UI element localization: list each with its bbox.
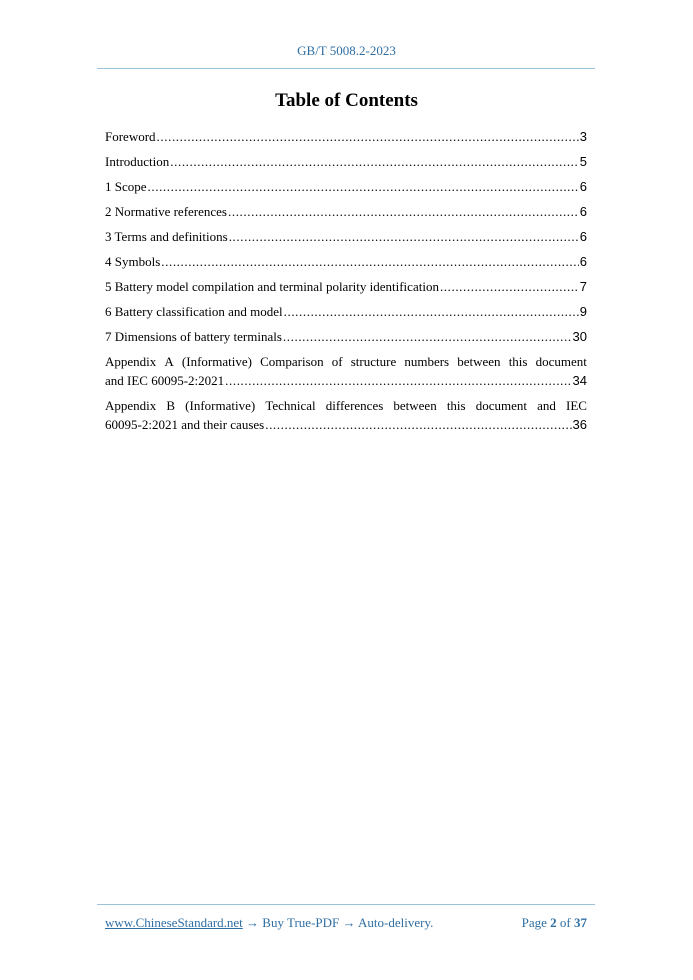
toc-entry-battery-classification[interactable] xyxy=(105,302,587,327)
toc-leader-dots xyxy=(148,177,579,196)
toc-leader-dots xyxy=(228,202,579,221)
header-divider xyxy=(97,68,595,69)
toc-entry-label-line2: and IEC 60095-2:2021 xyxy=(105,373,225,388)
document-header: GB/T 5008.2-2023 xyxy=(297,43,396,58)
toc-entry-page: 34 xyxy=(572,373,587,388)
toc-entry-normative-references[interactable] xyxy=(105,202,587,227)
website-link[interactable]: www.ChineseStandard.net xyxy=(105,915,243,930)
toc-leader-dots xyxy=(225,371,571,390)
toc-title: Table of Contents xyxy=(275,90,418,111)
page-total: 37 xyxy=(574,915,587,930)
toc-entry-page: 30 xyxy=(572,329,587,344)
toc-entry-page: 6 xyxy=(579,229,587,244)
toc-entry-page: 6 xyxy=(579,179,587,194)
toc-leader-dots xyxy=(170,152,579,171)
toc-entry-page: 6 xyxy=(579,254,587,269)
toc-entry-label: 3 Terms and definitions xyxy=(105,229,228,244)
toc-entry-symbols[interactable] xyxy=(105,252,587,277)
toc-entry-label: 1 Scope xyxy=(105,179,147,194)
page-current: 2 xyxy=(550,915,557,930)
toc-entry-scope[interactable] xyxy=(105,177,587,202)
toc-entry-label: 4 Symbols xyxy=(105,254,161,269)
toc-entry-terms-definitions[interactable] xyxy=(105,227,587,252)
page-prefix: Page xyxy=(521,915,547,930)
arrow-right-icon: → xyxy=(246,915,260,930)
toc-entry-label-line1: Appendix A (Informative) Comparison of structure numbers between this document xyxy=(105,354,587,369)
toc-entry-battery-model-compilation[interactable] xyxy=(105,277,587,302)
toc-entry-appendix-b[interactable] xyxy=(105,396,587,434)
toc-entry-label: 2 Normative references xyxy=(105,204,227,219)
footer-divider xyxy=(97,904,595,905)
auto-delivery-text: Auto-delivery. xyxy=(358,915,434,930)
toc-entry-introduction[interactable] xyxy=(105,152,587,177)
toc-leader-dots xyxy=(440,277,579,296)
toc-leader-dots xyxy=(283,327,572,346)
toc-entry-appendix-a[interactable] xyxy=(105,352,587,390)
toc-leader-dots xyxy=(284,302,579,321)
arrow-right-icon: → xyxy=(342,915,356,930)
toc-entry-page: 5 xyxy=(579,154,587,169)
toc-leader-dots xyxy=(265,415,571,434)
toc-entry-label-line1: Appendix B (Informative) Technical differences between this document and IEC xyxy=(105,398,587,413)
toc-entry-terminal-dimensions[interactable] xyxy=(105,327,587,352)
toc-entry-page: 9 xyxy=(579,304,587,319)
toc-entry-page: 7 xyxy=(579,279,587,294)
toc-entry-label: Foreword xyxy=(105,129,156,144)
toc-entry-label: 6 Battery classification and model xyxy=(105,304,283,319)
page-of: of xyxy=(559,915,571,930)
toc-entry-label: Introduction xyxy=(105,154,170,169)
toc-entry-label-line2: 60095-2:2021 and their causes xyxy=(105,417,265,432)
toc-entry-page: 3 xyxy=(579,129,587,144)
toc-leader-dots xyxy=(161,252,579,271)
table-of-contents xyxy=(105,127,587,440)
toc-entry-page: 36 xyxy=(572,417,587,432)
page-indicator xyxy=(522,915,587,931)
toc-entry-label: 7 Dimensions of battery terminals xyxy=(105,329,282,344)
buy-pdf-link[interactable]: Buy True-PDF xyxy=(262,915,340,930)
toc-leader-dots xyxy=(157,127,579,146)
toc-entry-foreword[interactable] xyxy=(105,127,587,152)
toc-entry-label: 5 Battery model compilation and terminal polarity identification xyxy=(105,279,439,294)
toc-leader-dots xyxy=(229,227,579,246)
toc-entry-page: 6 xyxy=(579,204,587,219)
